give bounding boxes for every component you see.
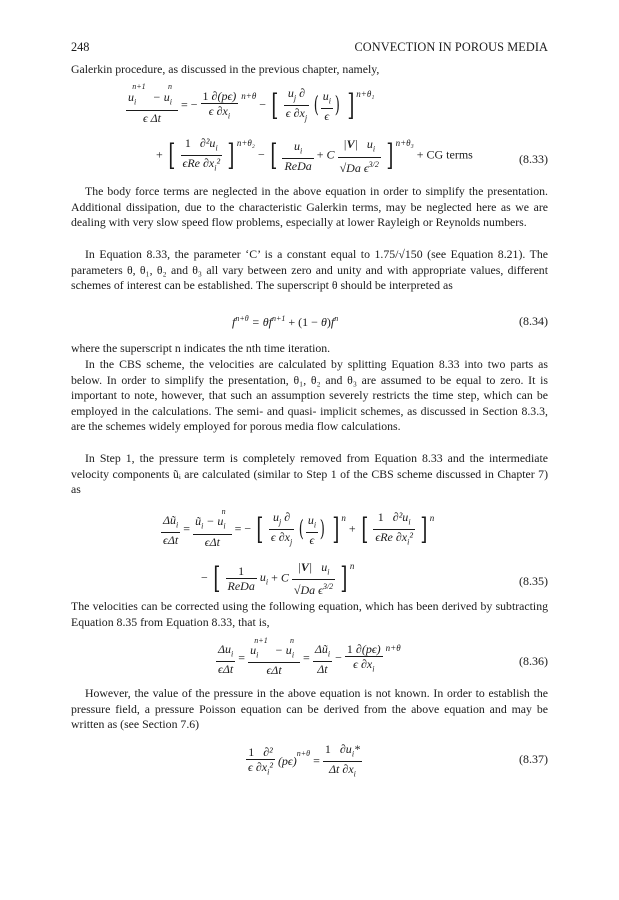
equation-8-37: $\frac{\text{1 ∂²}}{\epsilon \partial x_i^2}$ $(p\epsilon)^{n+\theta}$ = $\frac{1 \partial u_i*}{\Delta t \partial x_i}$ (8.37)	[71, 742, 548, 786]
equation-number-8-36: (8.36)	[519, 654, 548, 668]
equation-8-35-line-2: − [ $\frac{1}{\text{ReDa}}$ $u_i + C$ $\frac{|V| u_i}{√Da \epsilon^{3/2}}$ ] $^n$ (8.35)	[201, 560, 548, 598]
paragraph-velocity-correction: The velocities can be corrected using the following equation, which has been derived by subtracting Equation 8.35 from Equation 8.33, that is,	[71, 599, 548, 629]
paragraph-pressure-poisson: However, the value of the pressure in the above equation is not known. In order to establish the pressure field, a pressure Poisson equation can be derived from the above equation and may be written as (see Section 7.6)	[71, 686, 548, 732]
paragraph-superscript: where the superscript n indicates the nth time iteration.	[71, 341, 331, 355]
paragraph-intro: Galerkin procedure, as discussed in the previous chapter, namely,	[71, 62, 380, 76]
paragraph-parameter-c: In Equation 8.33, the parameter ‘C’ is a constant equal to 1.75/√150 (see Equation 8.21). The parameters θ, θ₁, θ₂ and θ₃ all vary between zero and unity and with appropriate values, different schemes of interest can be established. The superscript θ should be interpreted as	[71, 247, 548, 293]
equation-8-36: $\frac{\Delta u_i}{\text{ϵΔt}}$ = $\frac{u_i^{n+1} - u_i^n}{\text{ϵΔt}}$ = $\frac{\Delta ũ_i}{\Delta t}$ − $\frac{1 \partial(p\epsilon)}{\epsilon \partial x_i}$ $^{n+\theta}$ (8.36)	[218, 636, 548, 678]
running-title: CONVECTION IN POROUS MEDIA	[354, 40, 548, 54]
paragraph-step-one: In Step 1, the pressure term is completely removed from Equation 8.33 and the intermediate velocity components ũᵢ are calculated (similar to Step 1 of the CBS scheme discussed in Chapter 7) as	[71, 451, 548, 497]
equation-8-33-line-2: + [ $\frac{1 \partial^2u_i}{\epsilon Re \partial x_i^2}$ ] $^{n+\theta_2}$ − [ $\frac{u_i}{\text{ReDa}}$ + C $\frac{|V| u_i}{√Da \epsilon^{3/2}}$ ] $^{n+\theta_3}$ + CG terms (8.33)	[156, 136, 548, 175]
equation-8-33-line-1: $\frac{u_i^{n+1} - u_i^n}{\text{ϵ Δt}}$ = − $\frac{1 \partial(p\epsilon)}{\epsilon \partial x_i}$ $^{n+\theta}$ − [ $\frac{u_j \partial}{\epsilon \partial x_j}$ ( $\frac{u_i}{\epsilon}$ ) ] $^{n+\theta_1}$	[128, 82, 375, 125]
paragraph-body-force: The body force terms are neglected in the above equation in order to simplify the presentation. Additional dissipation, due to the characteristic Galerkin terms, may be neglected here as we are dealing with very slow speed flow problems, especially at lower Rayleigh or Reynolds numbers.	[71, 184, 548, 230]
equation-number-8-35: (8.35)	[519, 574, 548, 588]
cg-terms: + CG terms	[416, 147, 473, 162]
equation-8-34: $f^{n+\theta} = \theta f^{n+1} + (1 - \theta)f^n$ (8.34)	[232, 314, 548, 329]
equation-number-8-37: (8.37)	[519, 752, 548, 766]
paragraph-cbs-scheme: In the CBS scheme, the velocities are calculated by splitting Equation 8.33 into two parts as below. In order to simplify the presentation, θ₁, θ₂ and θ₃ are assumed to be equal to zero. It is important to note, however, that such an assumption severely restricts the time step, which can be employed in the calculations. The semi- and quasi- implicit schemes, as discussed in Section 8.3.3, are the schemes widely employed for porous media flow calculations.	[71, 357, 548, 434]
equation-number-8-34: (8.34)	[519, 314, 548, 328]
page-number: 248	[71, 40, 90, 54]
equation-number-8-33: (8.33)	[519, 152, 548, 166]
equation-8-35-line-1: $\frac{\Delta ũ_i}{\text{ϵΔt}}$ = $\frac{ũ_i - u_i^n}{\text{ϵΔt}}$ = − [ $\frac{u_j \partial}{\epsilon \partial x_j}$ ( $\frac{u_i}{\epsilon}$ ) ] $^n$ + [ $\frac{1 \partial^2u_i}{\epsilon Re \partial x_i^2}$ ] $^n$	[163, 507, 435, 549]
